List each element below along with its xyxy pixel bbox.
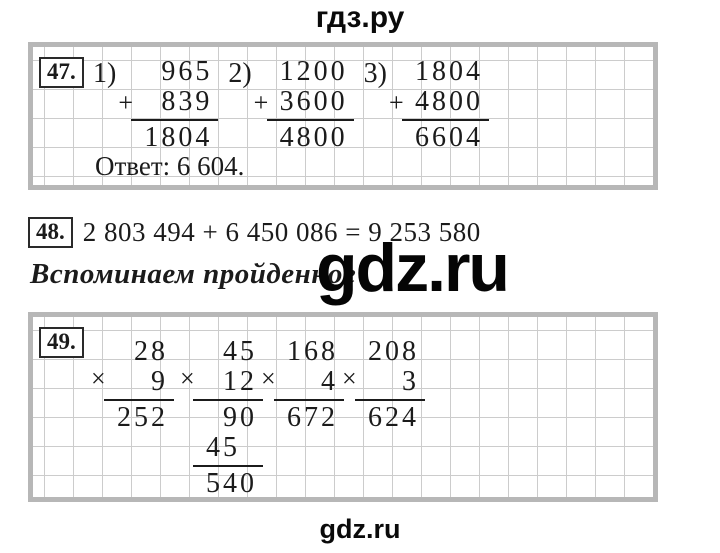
problem-49-label: 49. — [39, 327, 84, 358]
times-operator: × — [180, 364, 195, 393]
column-addition — [118, 56, 213, 153]
product-line — [193, 399, 263, 401]
partial-product-1: 90 — [223, 402, 257, 433]
addend-top: 965 — [161, 56, 213, 87]
column-multiplication-1 — [91, 336, 168, 433]
problem-index: 1) — [93, 58, 117, 89]
column-multiplication-2 — [180, 336, 257, 499]
times-operator: × — [91, 364, 106, 393]
addend-bottom: 4800 — [414, 86, 483, 117]
factor-bottom: 12 — [223, 366, 257, 397]
problem-index: 3) — [363, 58, 387, 89]
problem-47-box — [28, 42, 658, 190]
factor-bottom: 4 — [321, 366, 338, 397]
sum-line — [267, 119, 354, 121]
addend-bottom: 3600 — [279, 86, 348, 117]
factor-top: 168 — [287, 336, 338, 367]
partial-product-2: 45 — [206, 432, 240, 463]
problem-49-work-row — [87, 337, 419, 499]
factor-bottom: 3 — [402, 366, 419, 397]
column-multiplication-4 — [342, 336, 419, 433]
column-addition — [388, 56, 483, 153]
sum-result: 1804 — [144, 122, 213, 153]
addition-problem-2 — [228, 57, 347, 153]
problem-48-label: 48. — [28, 217, 73, 248]
product-result: 672 — [287, 402, 338, 433]
factor-bottom: 9 — [151, 366, 168, 397]
problem-47-answer: Ответ: 6 604. — [95, 151, 245, 181]
problem-47-work-row — [93, 57, 483, 153]
plus-operator: + — [388, 88, 404, 117]
problem-48-equation: 2 803 494 + 6 450 086 = 9 253 580 — [82, 217, 481, 247]
column-addition — [253, 56, 348, 153]
factor-top: 28 — [134, 336, 168, 367]
problem-47-label: 47. — [39, 57, 84, 88]
column-multiplication-3 — [261, 336, 338, 433]
product-line — [193, 465, 263, 467]
problem-49-box — [28, 312, 658, 502]
plus-operator: + — [253, 88, 269, 117]
addend-top: 1200 — [279, 56, 348, 87]
times-operator: × — [261, 364, 276, 393]
sum-result: 6604 — [414, 122, 483, 153]
product-result: 624 — [368, 402, 419, 433]
plus-operator: + — [118, 88, 133, 117]
addend-top: 1804 — [414, 56, 483, 87]
problem-index: 2) — [228, 58, 252, 89]
addend-bottom: 839 — [161, 86, 213, 117]
addition-problem-3 — [364, 57, 483, 153]
section-heading: Вспоминаем пройденное — [30, 258, 357, 290]
product-result: 540 — [206, 468, 257, 499]
factor-top: 208 — [368, 336, 419, 367]
gdz-watermark: gdz.ru — [316, 230, 508, 306]
sum-line — [402, 119, 489, 121]
sum-result: 4800 — [279, 122, 348, 153]
sum-line — [131, 119, 218, 121]
site-header-title: гдз.ру — [315, 1, 405, 34]
product-line — [355, 399, 425, 401]
product-line — [274, 399, 344, 401]
product-line — [104, 399, 174, 401]
times-operator: × — [342, 364, 357, 393]
product-result: 252 — [117, 402, 168, 433]
site-footer-title: gdz.ru — [319, 514, 401, 544]
addition-problem-1 — [93, 57, 212, 153]
factor-top: 45 — [223, 336, 257, 367]
